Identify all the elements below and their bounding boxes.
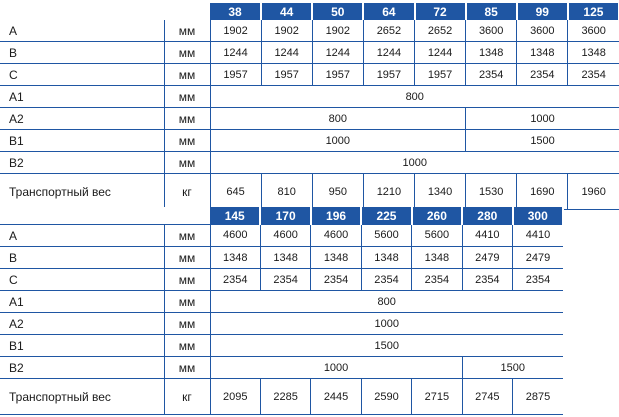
row-unit: мм bbox=[164, 291, 210, 313]
size-header: 72 bbox=[415, 3, 466, 20]
cell-value: 1348 bbox=[311, 247, 361, 269]
row-unit: кг bbox=[164, 379, 210, 415]
row-unit: мм bbox=[164, 225, 210, 247]
cell-value: 2715 bbox=[412, 379, 462, 415]
row-unit: кг bbox=[164, 174, 210, 210]
row-label: A bbox=[0, 225, 164, 247]
table-row bbox=[0, 225, 563, 247]
cell-value: 3600 bbox=[517, 20, 568, 42]
cell-value: 3600 bbox=[568, 20, 619, 42]
cell-value-merged: 1500 bbox=[462, 357, 563, 379]
cell-value: 810 bbox=[261, 174, 312, 210]
cell-value: 2652 bbox=[415, 20, 466, 42]
cell-value-merged: 1000 bbox=[466, 108, 619, 130]
cell-value: 1348 bbox=[412, 247, 462, 269]
size-header: 38 bbox=[210, 3, 261, 20]
cell-value: 2095 bbox=[210, 379, 260, 415]
row-unit: мм bbox=[164, 42, 210, 64]
row-label: B bbox=[0, 42, 164, 64]
size-header: 64 bbox=[363, 3, 414, 20]
cell-value: 2479 bbox=[462, 247, 512, 269]
row-label: A2 bbox=[0, 313, 164, 335]
dimensions-table-2 bbox=[0, 207, 564, 415]
cell-value: 1210 bbox=[363, 174, 414, 210]
row-label: B2 bbox=[0, 152, 164, 174]
header-blank bbox=[0, 3, 210, 20]
row-unit: мм bbox=[164, 64, 210, 86]
cell-value: 2354 bbox=[361, 269, 411, 291]
cell-value: 4410 bbox=[513, 225, 563, 247]
size-header: 125 bbox=[568, 3, 619, 20]
size-header-row bbox=[0, 3, 619, 20]
cell-value-merged: 1000 bbox=[210, 130, 466, 152]
cell-value: 2354 bbox=[517, 64, 568, 86]
cell-value: 1348 bbox=[260, 247, 310, 269]
cell-value: 1957 bbox=[261, 64, 312, 86]
row-label: A1 bbox=[0, 86, 164, 108]
size-header: 196 bbox=[311, 207, 361, 225]
cell-value: 1957 bbox=[415, 64, 466, 86]
cell-value: 2354 bbox=[311, 269, 361, 291]
row-label: A bbox=[0, 20, 164, 42]
cell-value-merged: 800 bbox=[210, 108, 466, 130]
size-header-row bbox=[0, 207, 563, 225]
table-row bbox=[0, 357, 563, 379]
cell-value: 1244 bbox=[363, 42, 414, 64]
size-header: 300 bbox=[513, 207, 563, 225]
cell-value: 2445 bbox=[311, 379, 361, 415]
size-header: 44 bbox=[261, 3, 312, 20]
row-label: A1 bbox=[0, 291, 164, 313]
table-row bbox=[0, 174, 619, 210]
row-label: B bbox=[0, 247, 164, 269]
cell-value: 2354 bbox=[462, 269, 512, 291]
cell-value: 1957 bbox=[363, 64, 414, 86]
cell-value: 1690 bbox=[517, 174, 568, 210]
row-unit: мм bbox=[164, 152, 210, 174]
size-header: 85 bbox=[466, 3, 517, 20]
row-unit: мм bbox=[164, 130, 210, 152]
size-header: 280 bbox=[462, 207, 512, 225]
size-header: 170 bbox=[260, 207, 310, 225]
size-header: 260 bbox=[412, 207, 462, 225]
cell-value: 1244 bbox=[261, 42, 312, 64]
cell-value: 2652 bbox=[363, 20, 414, 42]
cell-value: 1902 bbox=[312, 20, 363, 42]
row-label: C bbox=[0, 269, 164, 291]
cell-value: 2354 bbox=[412, 269, 462, 291]
row-label: Транспортный вес bbox=[0, 174, 164, 210]
size-header: 145 bbox=[210, 207, 260, 225]
cell-value: 645 bbox=[210, 174, 261, 210]
cell-value: 5600 bbox=[412, 225, 462, 247]
cell-value: 2354 bbox=[466, 64, 517, 86]
size-header: 99 bbox=[517, 3, 568, 20]
cell-value: 2285 bbox=[260, 379, 310, 415]
row-unit: мм bbox=[164, 247, 210, 269]
cell-value: 2354 bbox=[513, 269, 563, 291]
cell-value: 4600 bbox=[311, 225, 361, 247]
cell-value: 2875 bbox=[513, 379, 563, 415]
table-row bbox=[0, 130, 619, 152]
cell-value: 2354 bbox=[260, 269, 310, 291]
row-unit: мм bbox=[164, 86, 210, 108]
dimensions-table-1 bbox=[0, 3, 619, 210]
table-row bbox=[0, 269, 563, 291]
cell-value: 1348 bbox=[517, 42, 568, 64]
table-row bbox=[0, 152, 619, 174]
cell-value: 1348 bbox=[568, 42, 619, 64]
cell-value-merged: 1500 bbox=[210, 335, 563, 357]
cell-value-merged: 1000 bbox=[210, 313, 563, 335]
table-row bbox=[0, 291, 563, 313]
cell-value: 1957 bbox=[312, 64, 363, 86]
cell-value-merged: 1500 bbox=[466, 130, 619, 152]
row-unit: мм bbox=[164, 357, 210, 379]
cell-value: 1902 bbox=[261, 20, 312, 42]
table-row bbox=[0, 108, 619, 130]
cell-value: 950 bbox=[312, 174, 363, 210]
row-label: A2 bbox=[0, 108, 164, 130]
cell-value: 3600 bbox=[466, 20, 517, 42]
cell-value-merged: 1000 bbox=[210, 152, 619, 174]
size-header: 50 bbox=[312, 3, 363, 20]
cell-value: 1348 bbox=[361, 247, 411, 269]
header-blank bbox=[0, 207, 210, 225]
cell-value: 1348 bbox=[210, 247, 260, 269]
row-label: B1 bbox=[0, 335, 164, 357]
row-label: Транспортный вес bbox=[0, 379, 164, 415]
cell-value: 1340 bbox=[415, 174, 466, 210]
row-label: B1 bbox=[0, 130, 164, 152]
cell-value-merged: 800 bbox=[210, 291, 563, 313]
table-row bbox=[0, 64, 619, 86]
cell-value: 4600 bbox=[210, 225, 260, 247]
cell-value: 1244 bbox=[415, 42, 466, 64]
row-unit: мм bbox=[164, 313, 210, 335]
cell-value: 1244 bbox=[210, 42, 261, 64]
cell-value: 2354 bbox=[210, 269, 260, 291]
cell-value: 4410 bbox=[462, 225, 512, 247]
table-row bbox=[0, 247, 563, 269]
row-unit: мм bbox=[164, 108, 210, 130]
table-row bbox=[0, 20, 619, 42]
cell-value: 5600 bbox=[361, 225, 411, 247]
cell-value: 2745 bbox=[462, 379, 512, 415]
cell-value: 1957 bbox=[210, 64, 261, 86]
cell-value: 2354 bbox=[568, 64, 619, 86]
table-row bbox=[0, 86, 619, 108]
table-row bbox=[0, 379, 563, 415]
size-header: 225 bbox=[361, 207, 411, 225]
cell-value: 4600 bbox=[260, 225, 310, 247]
cell-value-merged: 1000 bbox=[210, 357, 462, 379]
cell-value: 1960 bbox=[568, 174, 619, 210]
table-row bbox=[0, 42, 619, 64]
row-unit: мм bbox=[164, 335, 210, 357]
cell-value: 2479 bbox=[513, 247, 563, 269]
row-label: C bbox=[0, 64, 164, 86]
table-row bbox=[0, 313, 563, 335]
cell-value: 1244 bbox=[312, 42, 363, 64]
row-unit: мм bbox=[164, 20, 210, 42]
cell-value: 1902 bbox=[210, 20, 261, 42]
cell-value-merged: 800 bbox=[210, 86, 619, 108]
cell-value: 1348 bbox=[466, 42, 517, 64]
row-label: B2 bbox=[0, 357, 164, 379]
cell-value: 1530 bbox=[466, 174, 517, 210]
cell-value: 2590 bbox=[361, 379, 411, 415]
table-row bbox=[0, 335, 563, 357]
row-unit: мм bbox=[164, 269, 210, 291]
